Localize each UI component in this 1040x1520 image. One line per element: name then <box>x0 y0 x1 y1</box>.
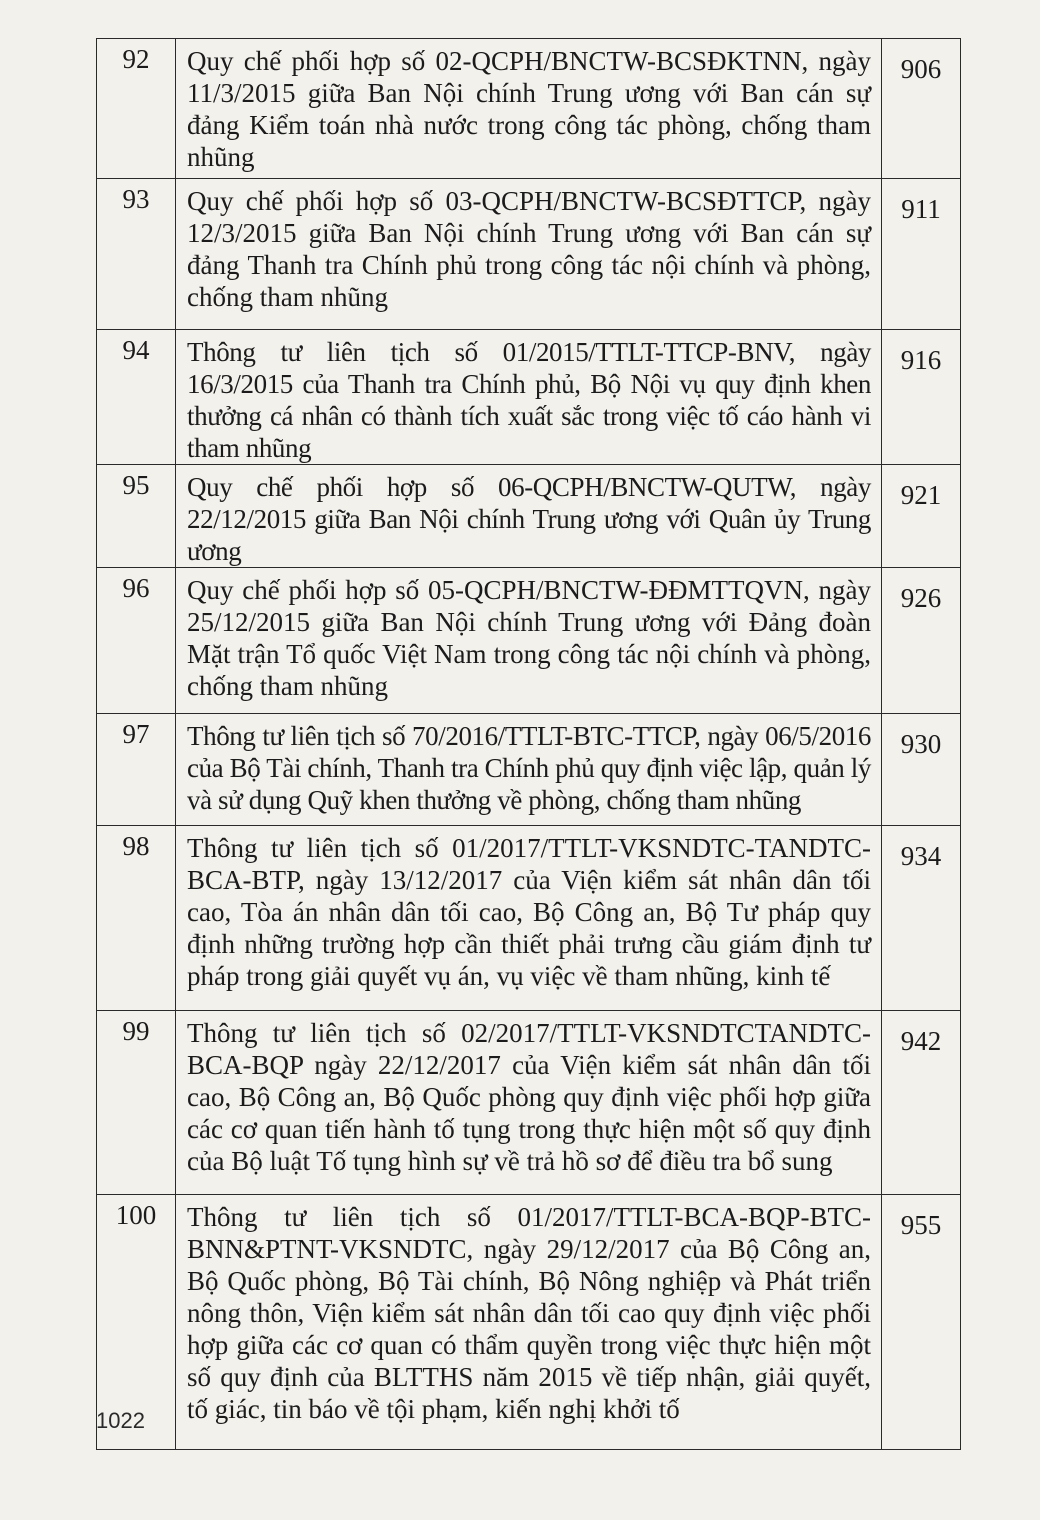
row-number: 95 <box>97 465 176 568</box>
row-title: Thông tư liên tịch số 02/2017/TTLT-VKSNDTCTANDTC-BCA-BQP ngày 22/12/2017 của Viện kiểm sát nhân dân tối cao, Bộ Công an, Bộ Quốc phòng quy định việc phối hợp giữa các cơ quan tiến hành tố tụng trong thực hiện một số quy định của Bộ luật Tố tụng hình sự về trả hồ sơ để điều tra bổ sung <box>176 1011 882 1195</box>
table-row <box>97 714 961 826</box>
row-page: 934 <box>882 826 961 1011</box>
row-page: 955 <box>882 1195 961 1450</box>
row-title: Thông tư liên tịch số 01/2017/TTLT-BCA-BQP-BTC-BNN&PTNT-VKSNDTC, ngày 29/12/2017 của Bộ Công an, Bộ Quốc phòng, Bộ Tài chính, Bộ Nông nghiệp và Phát triển nông thôn, Viện kiểm sát nhân dân tối cao quy định việc phối hợp giữa các cơ quan có thẩm quyền trong việc thực hiện một số quy định của BLTTHS năm 2015 về tiếp nhận, giải quyết, tố giác, tin báo về tội phạm, kiến nghị khởi tố <box>176 1195 882 1450</box>
row-page: 942 <box>882 1011 961 1195</box>
row-title: Thông tư liên tịch số 70/2016/TTLT-BTC-TTCP, ngày 06/5/2016 của Bộ Tài chính, Thanh tra Chính phủ quy định việc lập, quản lý và sử dụng Quỹ khen thưởng về phòng, chống tham nhũng <box>176 714 882 826</box>
row-title: Quy chế phối hợp số 02-QCPH/BNCTW-BCSĐKTNN, ngày 11/3/2015 giữa Ban Nội chính Trung ương với Ban cán sự đảng Kiểm toán nhà nước trong công tác phòng, chống tham nhũng <box>176 39 882 179</box>
table-row <box>97 39 961 179</box>
row-number: 97 <box>97 714 176 826</box>
table-row <box>97 568 961 714</box>
row-page: 911 <box>882 179 961 330</box>
toc-table <box>96 38 961 1450</box>
row-title: Quy chế phối hợp số 03-QCPH/BNCTW-BCSĐTTCP, ngày 12/3/2015 giữa Ban Nội chính Trung ương với Ban cán sự đảng Thanh tra Chính phủ trong công tác nội chính và phòng, chống tham nhũng <box>176 179 882 330</box>
row-page: 921 <box>882 465 961 568</box>
row-number: 96 <box>97 568 176 714</box>
row-page: 926 <box>882 568 961 714</box>
row-number: 99 <box>97 1011 176 1195</box>
row-page: 916 <box>882 330 961 465</box>
row-number: 92 <box>97 39 176 179</box>
row-number: 98 <box>97 826 176 1011</box>
row-number: 93 <box>97 179 176 330</box>
row-page: 906 <box>882 39 961 179</box>
table-row <box>97 826 961 1011</box>
table-row <box>97 330 961 465</box>
table-row <box>97 1195 961 1450</box>
row-page: 930 <box>882 714 961 826</box>
table-row <box>97 465 961 568</box>
page-number: 1022 <box>96 1408 145 1433</box>
row-title: Thông tư liên tịch số 01/2015/TTLT-TTCP-BNV, ngày 16/3/2015 của Thanh tra Chính phủ, Bộ Nội vụ quy định khen thưởng cá nhân có thành tích xuất sắc trong việc tố cáo hành vi tham nhũng <box>176 330 882 465</box>
table-row <box>97 1011 961 1195</box>
row-number: 94 <box>97 330 176 465</box>
table-row <box>97 179 961 330</box>
row-number: 100 <box>97 1195 176 1450</box>
row-title: Quy chế phối hợp số 06-QCPH/BNCTW-QUTW, ngày 22/12/2015 giữa Ban Nội chính Trung ương với Quân ủy Trung ương <box>176 465 882 568</box>
row-title: Thông tư liên tịch số 01/2017/TTLT-VKSNDTC-TANDTC-BCA-BTP, ngày 13/12/2017 của Viện kiểm sát nhân dân tối cao, Tòa án nhân dân tối cao, Bộ Công an, Bộ Tư pháp quy định những trường hợp cần thiết phải trưng cầu giám định tư pháp trong giải quyết vụ án, vụ việc về tham nhũng, kinh tế <box>176 826 882 1011</box>
row-title: Quy chế phối hợp số 05-QCPH/BNCTW-ĐĐMTTQVN, ngày 25/12/2015 giữa Ban Nội chính Trung ương với Đảng đoàn Mặt trận Tổ quốc Việt Nam trong công tác nội chính và phòng, chống tham nhũng <box>176 568 882 714</box>
